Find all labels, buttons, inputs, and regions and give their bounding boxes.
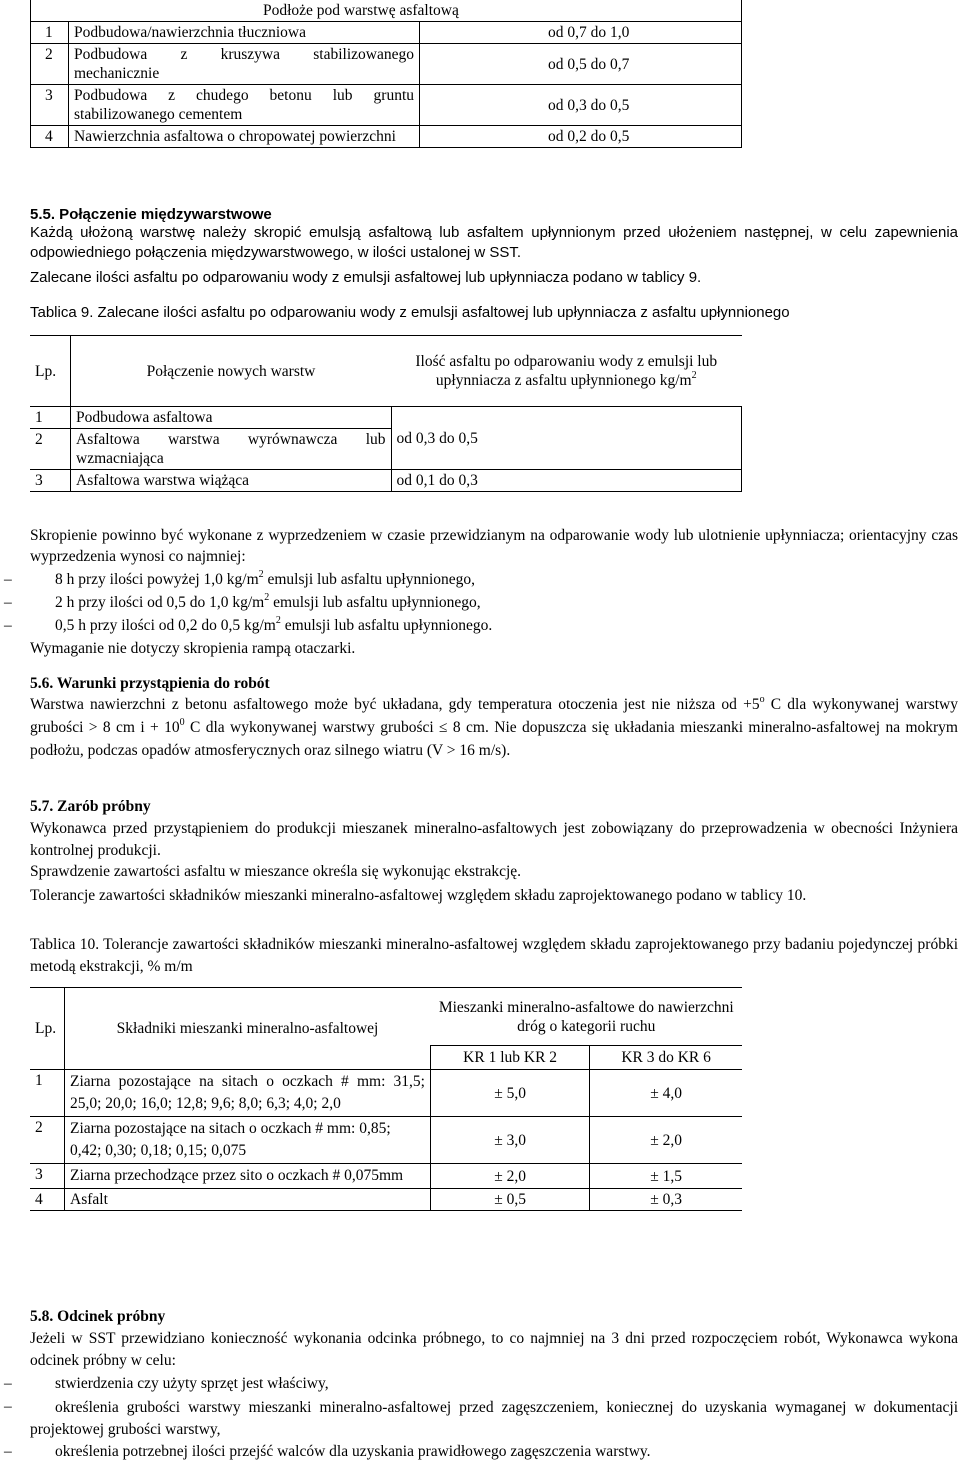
row-number: 2 xyxy=(30,429,71,470)
section-5-7-paragraph: Wykonawca przed przystąpieniem do produkcji mieszanek mineralno-asfaltowych jest zobowiązany do przeprowadzenia w obecności Inżyniera kontrolnej produkcji. xyxy=(30,820,958,859)
text-part: Warstwa nawierzchni z betonu asfaltowego może być układana, gdy temperatura otoczenia jest nie niższa od +5 xyxy=(30,696,760,713)
list-item-text: stwierdzenia czy użyty sprzęt jest właściwy, xyxy=(55,1375,329,1392)
dash-bullet: – xyxy=(4,1443,12,1460)
list-item xyxy=(0,1374,958,1397)
table-row xyxy=(30,470,742,492)
table-10 xyxy=(30,987,742,1211)
row-text: Podbudowa/nawierzchnia tłuczniowa xyxy=(69,22,420,44)
dash-bullet: – xyxy=(4,571,12,588)
superscript: 2 xyxy=(691,370,697,381)
row-text: Asfaltowa warstwa wiążąca xyxy=(71,470,392,492)
section-5-8-paragraph: Jeżeli w SST przewidziano konieczność wykonania odcinka próbnego, to co najmniej na 3 dni przed rozpoczęciem robót, Wykonawca wykona odcinek próbny w celu: xyxy=(30,1330,958,1369)
list-item-text: emulsji lub asfaltu upłynnionego, xyxy=(269,594,481,611)
section-5-7-heading: 5.7. Zarób próbny xyxy=(30,798,151,815)
table-row xyxy=(31,0,742,22)
table-heading: Podłoże pod warstwę asfaltową xyxy=(31,0,742,22)
row-value: od 0,5 do 0,7 xyxy=(420,44,742,85)
superscript: 0 xyxy=(179,717,185,728)
table-row xyxy=(30,407,742,429)
row-value-kr12: ± 0,5 xyxy=(431,1189,590,1211)
row-value-kr36: ± 4,0 xyxy=(590,1070,742,1117)
superscript: o xyxy=(759,694,765,705)
table-8 xyxy=(30,0,742,148)
list-item-text: 8 h przy ilości powyżej 1,0 kg/m xyxy=(55,571,259,588)
row-number: 4 xyxy=(30,1189,65,1211)
superscript: 2 xyxy=(264,592,270,603)
table-10-caption: Tablica 10. Tolerancje zawartości składników mieszanki mineralno-asfaltowej względem składu zaprojektowanego przy badaniu pojedynczej próbki metodą ekstrakcji, % m/m xyxy=(30,936,958,975)
dash-bullet: – xyxy=(4,594,12,611)
row-value: od 0,3 do 0,5 xyxy=(391,407,742,470)
table-header-row xyxy=(30,336,742,407)
table-row xyxy=(30,1070,742,1117)
superscript: 2 xyxy=(258,569,264,580)
row-text: Podbudowa z kruszywa stabilizowanego mechanicznie xyxy=(69,44,420,85)
column-header-components: Składniki mieszanki mineralno-asfaltowej xyxy=(65,988,431,1070)
row-text: Ziarna przechodzące przez sito o oczkach # 0,075mm xyxy=(65,1164,431,1189)
row-value-kr12: ± 3,0 xyxy=(431,1117,590,1164)
section-5-5-heading: 5.5. Połączenie międzywarstwowe xyxy=(30,206,272,223)
section-5-7-paragraph-2: Sprawdzenie zawartości asfaltu w mieszance określa się wykonując ekstrakcję. xyxy=(30,863,522,880)
column-header-amount-text: Ilość asfaltu po odparowaniu wody z emulsji lub upłynniacza z asfaltu upłynnionego kg/m xyxy=(415,353,718,389)
section-5-6-heading: 5.6. Warunki przystąpienia do robót xyxy=(30,675,270,692)
row-value-kr12: ± 2,0 xyxy=(431,1164,590,1189)
column-header-kr12: KR 1 lub KR 2 xyxy=(431,1046,590,1070)
row-text: Asfalt xyxy=(65,1189,431,1211)
row-number: 3 xyxy=(31,85,69,126)
table-9 xyxy=(30,335,742,492)
row-number: 3 xyxy=(30,470,71,492)
table-row xyxy=(31,22,742,44)
section-5-5-paragraph: Każdą ułożoną warstwę należy skropić emulsją asfaltową lub asfaltem upłynnionym przed ułożeniem następnej, w celu zapewnienia odpowiedniego połączenia międzywarstwowego, w ilości ustalonej w SST. xyxy=(30,224,958,261)
row-number: 4 xyxy=(31,126,69,148)
dash-bullet: – xyxy=(4,1375,12,1392)
dash-bullet: – xyxy=(4,617,12,634)
text-part: C dla wykonywanej warstwy grubości ≤ 8 cm. Nie dopuszcza się układania mieszanki mineralno-asfaltowej na mokrym podłożu, podczas opadów atmosferycznych oraz silnego wiatru (V > 16 m/s). xyxy=(30,719,958,759)
spraying-paragraph: Skropienie powinno być wykonane z wyprzedzeniem w czasie przewidzianym na odparowanie wody lub ulotnienie upłynniacza; orientacyjny czas wyprzedzenia wynosi co najmniej: xyxy=(30,527,958,565)
row-text: Nawierzchnia asfaltowa o chropowatej powierzchni xyxy=(69,126,420,148)
row-number: 1 xyxy=(30,1070,65,1117)
row-number: 3 xyxy=(30,1164,65,1189)
table-row xyxy=(31,85,742,126)
column-header-kr36: KR 3 do KR 6 xyxy=(590,1046,742,1070)
row-number: 2 xyxy=(30,1117,65,1164)
row-text: Asfaltowa warstwa wyrównawcza lub wzmacniająca xyxy=(71,429,392,470)
row-text: Podbudowa z chudego betonu lub gruntu stabilizowanego cementem xyxy=(69,85,420,126)
column-header-lp: Lp. xyxy=(30,336,71,407)
list-item xyxy=(0,616,960,639)
column-header-mixtures: Mieszanki mineralno-asfaltowe do nawierzchni dróg o kategorii ruchu xyxy=(431,988,743,1046)
list-item-text: określenia grubości warstwy mieszanki mineralno-asfaltowej przed zagęszczeniem, koniecznej do uzyskania wymaganej w dokumentacji projektowej grubości warstwy, xyxy=(30,1399,958,1438)
section-5-7-paragraph-3: Tolerancje zawartości składników mieszanki mineralno-asfaltowej względem składu zaprojektowanego podano w tablicy 10. xyxy=(30,887,807,904)
table-header-row xyxy=(30,988,742,1046)
column-header-layers: Połączenie nowych warstw xyxy=(71,336,392,407)
row-value-kr36: ± 2,0 xyxy=(590,1117,742,1164)
table-9-caption: Tablica 9. Zalecane ilości asfaltu po odparowaniu wody z emulsji asfaltowej lub upłynniacza z asfaltu upłynnionego xyxy=(30,304,790,321)
row-number: 2 xyxy=(31,44,69,85)
row-value: od 0,1 do 0,3 xyxy=(391,470,742,492)
list-item-text: określenia potrzebnej ilości przejść walców dla uzyskania prawidłowego zagęszczenia warstwy. xyxy=(55,1443,651,1460)
list-item-text: emulsji lub asfaltu upłynnionego, xyxy=(263,571,476,588)
spraying-list xyxy=(0,570,960,639)
table-row xyxy=(30,1189,742,1211)
trial-section-list xyxy=(0,1374,958,1465)
superscript: 2 xyxy=(275,615,281,626)
row-value: od 0,7 do 1,0 xyxy=(420,22,742,44)
table-row xyxy=(30,1164,742,1189)
table-row xyxy=(31,44,742,85)
dash-bullet: – xyxy=(4,1398,12,1415)
row-value-kr36: ± 1,5 xyxy=(590,1164,742,1189)
list-item-text: emulsji lub asfaltu upłynnionego. xyxy=(280,617,493,634)
row-value: od 0,3 do 0,5 xyxy=(420,85,742,126)
column-header-lp: Lp. xyxy=(30,988,65,1070)
spraying-note: Wymaganie nie dotyczy skropienia rampą otaczarki. xyxy=(30,640,356,657)
row-number: 1 xyxy=(31,22,69,44)
list-item xyxy=(0,593,960,616)
section-5-5-paragraph-2: Zalecane ilości asfaltu po odparowaniu wody z emulsji asfaltowej lub upłynniacza podano w tablicy 9. xyxy=(30,269,702,286)
row-value: od 0,2 do 0,5 xyxy=(420,126,742,148)
row-text: Podbudowa asfaltowa xyxy=(71,407,392,429)
column-header-amount xyxy=(391,336,742,407)
row-number: 1 xyxy=(30,407,71,429)
list-item xyxy=(0,570,960,593)
list-item-text: 2 h przy ilości od 0,5 do 1,0 kg/m xyxy=(55,594,265,611)
table-row xyxy=(31,126,742,148)
list-item xyxy=(0,1397,958,1442)
row-value-kr12: ± 5,0 xyxy=(431,1070,590,1117)
list-item-text: 0,5 h przy ilości od 0,2 do 0,5 kg/m xyxy=(55,617,276,634)
text-part: C dla wykonywanej warstwy grubości > 8 cm i + 10 xyxy=(30,696,958,736)
row-value-kr36: ± 0,3 xyxy=(590,1189,742,1211)
section-5-8-heading: 5.8. Odcinek próbny xyxy=(30,1308,166,1325)
section-5-6-paragraph xyxy=(30,693,958,762)
table-row xyxy=(30,1117,742,1164)
row-text: Ziarna pozostające na sitach o oczkach # mm: 31,5; 25,0; 20,0; 16,0; 12,8; 9,6; 8,0; 6,3; 4,0; 2,0 xyxy=(65,1070,431,1117)
list-item xyxy=(0,1442,958,1465)
row-text: Ziarna pozostające na sitach o oczkach # mm: 0,85; 0,42; 0,30; 0,18; 0,15; 0,075 xyxy=(65,1117,431,1164)
